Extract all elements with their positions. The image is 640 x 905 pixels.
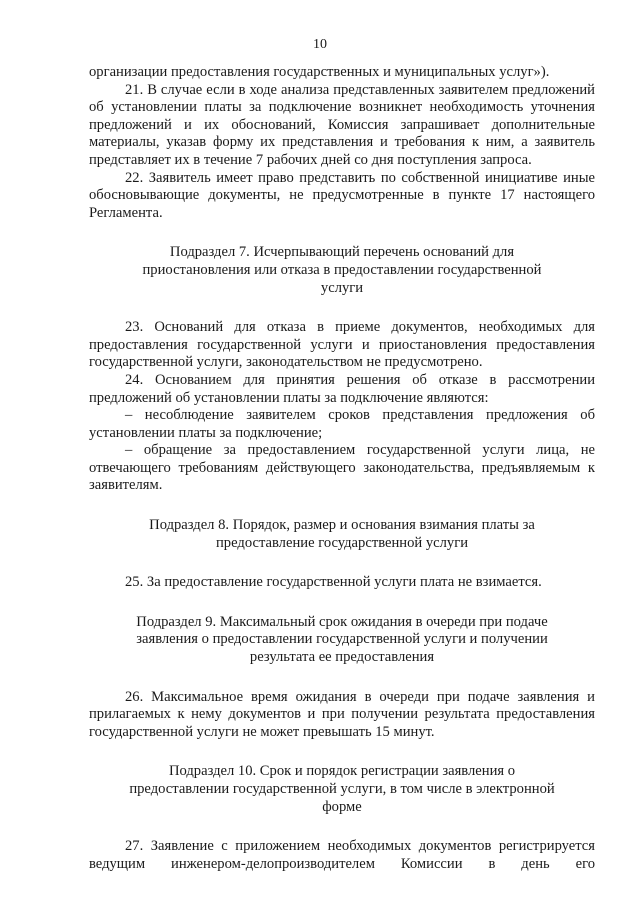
paragraph-26: 26. Максимальное время ожидания в очереди при подаче заявления и прилагаемых к нему документов и при получении результата предоставления государственной услуги не может превышать 15 минут.	[89, 688, 595, 740]
paragraph-24: 24. Основанием для принятия решения об отказе в рассмотрении предложений об установлении платы за подключение являются:	[89, 371, 595, 406]
paragraph-24-item-2: – обращение за предоставлением государственной услуги лица, не отвечающего требованиям действующего законодательства, предъявляемым к заявителям.	[89, 442, 595, 494]
paragraph-22: 22. Заявитель имеет право представить по собственной инициативе иные обосновывающие документы, не предусмотренные в пункте 17 настоящего Регламента.	[89, 169, 595, 221]
subsection-10-heading: Подраздел 10. Срок и порядок регистрации заявления о предоставлении государственной услуги, в том числе в электронной форме	[129, 763, 555, 815]
paragraph-continuation: организации предоставления государственных и муниципальных услуг»).	[89, 64, 550, 80]
subsection-7-heading: Подраздел 7. Исчерпывающий перечень оснований для приостановления или отказа в предоставлении государственной услуги	[142, 244, 542, 296]
paragraph-27: 27. Заявление с приложением необходимых документов регистрируется ведущим инженером-делопроизводителем Комиссии в день его	[89, 838, 595, 872]
paragraph-21: 21. В случае если в ходе анализа представленных заявителем предложений об установлении платы за подключение возникнет необходимость уточнения предложений и их обоснований, Комиссия запрашивает дополнительные материалы, указав форму их представления и требования к ним, а заявитель представляет их в течение 7 рабочих дней со дня поступления запроса.	[89, 81, 595, 168]
document-body	[89, 64, 595, 873]
paragraph-23: 23. Оснований для отказа в приеме документов, необходимых для предоставления государственной услуги и приостановления предоставления государственной услуги, законодательством не предусмотрено.	[89, 319, 595, 371]
subsection-8-heading: Подраздел 8. Порядок, размер и основания взимания платы за предоставление государственной услуги	[149, 517, 535, 551]
paragraph-25: 25. За предоставление государственной услуги плата не взимается.	[125, 574, 542, 591]
page-number: 10	[313, 37, 327, 52]
paragraph-24-item-1: – несоблюдение заявителем сроков представления предложения об установлении платы за подключение;	[89, 407, 595, 441]
subsection-9-heading: Подраздел 9. Максимальный срок ожидания в очереди при подаче заявления о предоставлении государственной услуги и получении результата ее предоставления	[136, 613, 548, 666]
